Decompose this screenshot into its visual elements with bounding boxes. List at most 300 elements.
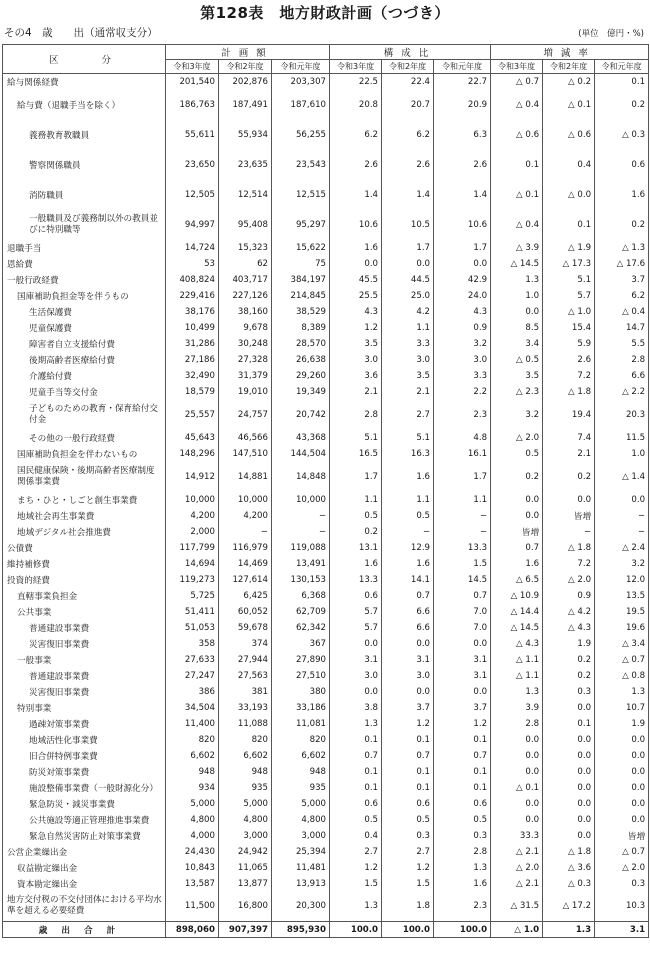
row-value: △ 2.1 <box>491 844 543 860</box>
row-value: 0.1 <box>330 764 382 780</box>
row-value: △ 2.4 <box>595 540 649 556</box>
table-row <box>3 368 649 384</box>
row-value: 6,602 <box>166 748 219 764</box>
table-row <box>3 620 649 636</box>
table-row <box>3 180 649 210</box>
row-value: 6.3 <box>434 120 491 150</box>
row-value: 3.7 <box>382 700 434 716</box>
row-value: 29,260 <box>272 368 330 384</box>
row-label: 恩給費 <box>3 256 166 272</box>
table-row <box>3 120 649 150</box>
row-value: 0.0 <box>543 732 595 748</box>
table-row <box>3 320 649 336</box>
row-value: 3,000 <box>272 828 330 844</box>
row-value: 12.0 <box>595 572 649 588</box>
row-value: 820 <box>166 732 219 748</box>
row-value: 12.9 <box>382 540 434 556</box>
row-value: 1.1 <box>382 320 434 336</box>
row-value: 11,481 <box>272 860 330 876</box>
row-value: 20.9 <box>434 90 491 120</box>
row-value: 24,942 <box>219 844 272 860</box>
row-value: 0.1 <box>434 764 491 780</box>
row-label: 災害復旧事業費 <box>3 636 166 652</box>
row-value: 186,763 <box>166 90 219 120</box>
row-value: 2,000 <box>166 524 219 540</box>
row-value: 5.7 <box>330 604 382 620</box>
row-value: − <box>272 508 330 524</box>
table-header <box>3 45 649 74</box>
row-value: − <box>595 524 649 540</box>
row-value: 22.5 <box>330 74 382 90</box>
row-label: 退職手当 <box>3 240 166 256</box>
group-header-ratio: 構成比 <box>330 45 491 60</box>
table-row <box>3 288 649 304</box>
row-value: 1.3 <box>330 892 382 922</box>
row-value: 13,877 <box>219 876 272 892</box>
row-value: △ 10.9 <box>491 588 543 604</box>
row-value: 3.6 <box>330 368 382 384</box>
row-value: 33,186 <box>272 700 330 716</box>
row-value: 2.8 <box>330 400 382 430</box>
row-value: 5.1 <box>382 430 434 446</box>
row-value: 0.0 <box>595 780 649 796</box>
row-label: 資本勘定繰出金 <box>3 876 166 892</box>
row-value: △ 6.5 <box>491 572 543 588</box>
row-label: 施設整備事業費（一般財源化分） <box>3 780 166 796</box>
row-value: 1.6 <box>382 462 434 492</box>
row-value: 380 <box>272 684 330 700</box>
row-label: 公共事業 <box>3 604 166 620</box>
table-row <box>3 860 649 876</box>
row-value: 0.1 <box>434 780 491 796</box>
row-value: 24,430 <box>166 844 219 860</box>
row-value: △ 0.6 <box>543 120 595 150</box>
row-label: 給与関係経費 <box>3 74 166 90</box>
table-row <box>3 780 649 796</box>
row-value: 1.1 <box>330 492 382 508</box>
row-value: △ 1.3 <box>595 240 649 256</box>
row-value: 0.1 <box>382 732 434 748</box>
row-value: △ 4.3 <box>543 620 595 636</box>
row-value: △ 17.2 <box>543 892 595 922</box>
row-value: − <box>595 508 649 524</box>
row-value: 9,678 <box>219 320 272 336</box>
row-value: 8.5 <box>491 320 543 336</box>
row-value: △ 0.8 <box>595 668 649 684</box>
row-value: 13.5 <box>595 588 649 604</box>
table-row <box>3 492 649 508</box>
row-value: 10,000 <box>219 492 272 508</box>
row-value: 0.1 <box>382 780 434 796</box>
row-value: 20.3 <box>595 400 649 430</box>
row-value: 3.5 <box>491 368 543 384</box>
row-value: 27,247 <box>166 668 219 684</box>
row-value: 12,505 <box>166 180 219 210</box>
row-value: 28,570 <box>272 336 330 352</box>
row-value: △ 3.6 <box>543 860 595 876</box>
row-value: 0.5 <box>330 508 382 524</box>
row-value: 0.7 <box>330 748 382 764</box>
row-value: 3.7 <box>595 272 649 288</box>
row-value: 皆増 <box>595 828 649 844</box>
row-value: 6.6 <box>595 368 649 384</box>
row-value: 187,491 <box>219 90 272 120</box>
row-value: 16,800 <box>219 892 272 922</box>
row-value: 4,800 <box>166 812 219 828</box>
row-value: 0.1 <box>595 74 649 90</box>
row-value: 1.4 <box>434 180 491 210</box>
table-row <box>3 636 649 652</box>
table-row <box>3 352 649 368</box>
row-value: △ 1.1 <box>491 668 543 684</box>
row-value: 0.1 <box>330 732 382 748</box>
row-value: 20,742 <box>272 400 330 430</box>
row-value: 5.1 <box>543 272 595 288</box>
year-header: 令和2年度 <box>543 60 595 74</box>
group-header-plan: 計画額 <box>166 45 330 60</box>
row-value: − <box>543 524 595 540</box>
row-value: △ 0.2 <box>543 74 595 90</box>
total-label: 歳出合計 <box>3 922 166 938</box>
row-value: 0.5 <box>491 446 543 462</box>
row-value: 5,000 <box>166 796 219 812</box>
row-label: 緊急自然災害防止対策事業費 <box>3 828 166 844</box>
table-subtitle: その4 歳 出（通常収支分） <box>4 27 158 39</box>
row-value: 43,368 <box>272 430 330 446</box>
row-value: 4,800 <box>219 812 272 828</box>
table-row <box>3 732 649 748</box>
row-value: 148,296 <box>166 446 219 462</box>
row-value: 0.3 <box>382 828 434 844</box>
row-value: 4.8 <box>434 430 491 446</box>
row-label: 義務教育教職員 <box>3 120 166 150</box>
row-value: 5.9 <box>543 336 595 352</box>
row-value: 5,000 <box>219 796 272 812</box>
table-row <box>3 446 649 462</box>
row-value: 25,557 <box>166 400 219 430</box>
row-value: 5.5 <box>595 336 649 352</box>
row-label: 国庫補助負担金を伴わないもの <box>3 446 166 462</box>
row-value: 0.0 <box>330 256 382 272</box>
row-value: △ 1.9 <box>543 240 595 256</box>
row-value: 27,890 <box>272 652 330 668</box>
row-value: 202,876 <box>219 74 272 90</box>
row-value: 33.3 <box>491 828 543 844</box>
table-row <box>3 74 649 90</box>
row-value: 0.0 <box>330 684 382 700</box>
row-value: 15,323 <box>219 240 272 256</box>
row-value: △ 1.8 <box>543 844 595 860</box>
table-row <box>3 540 649 556</box>
row-value: 0.0 <box>491 764 543 780</box>
row-value: 1.4 <box>330 180 382 210</box>
row-value: 2.2 <box>434 384 491 400</box>
row-value: 384,197 <box>272 272 330 288</box>
row-label: 国庫補助負担金等を伴うもの <box>3 288 166 304</box>
row-value: 31,379 <box>219 368 272 384</box>
row-label: 一般事業 <box>3 652 166 668</box>
table-row <box>3 90 649 120</box>
row-value: △ 0.4 <box>595 304 649 320</box>
table-row <box>3 430 649 446</box>
section-header: 区 分 <box>3 45 166 74</box>
row-value: 1.2 <box>382 716 434 732</box>
row-value: 51,411 <box>166 604 219 620</box>
row-value: 6,368 <box>272 588 330 604</box>
total-value: △ 1.0 <box>491 922 543 938</box>
row-value: 12,515 <box>272 180 330 210</box>
row-value: 3,000 <box>219 828 272 844</box>
row-value: 11,088 <box>219 716 272 732</box>
table-row <box>3 272 649 288</box>
row-value: 1.7 <box>330 462 382 492</box>
row-value: △ 0.0 <box>543 180 595 210</box>
row-value: 2.6 <box>382 150 434 180</box>
row-value: 0.3 <box>543 684 595 700</box>
row-value: 14,469 <box>219 556 272 572</box>
row-value: 24,757 <box>219 400 272 430</box>
row-value: 934 <box>166 780 219 796</box>
row-value: △ 14.5 <box>491 620 543 636</box>
row-value: 27,186 <box>166 352 219 368</box>
row-value: 10.7 <box>595 700 649 716</box>
total-value: 100.0 <box>330 922 382 938</box>
row-value: 1.3 <box>330 716 382 732</box>
row-value: 0.1 <box>543 210 595 240</box>
row-value: − <box>382 524 434 540</box>
row-value: 42.9 <box>434 272 491 288</box>
row-value: 4.3 <box>434 304 491 320</box>
row-value: 13.3 <box>434 540 491 556</box>
row-value: 2.1 <box>382 384 434 400</box>
row-value: 3.3 <box>382 336 434 352</box>
row-value: 0.5 <box>434 812 491 828</box>
row-value: 0.4 <box>543 150 595 180</box>
table-row <box>3 588 649 604</box>
row-value: 0.3 <box>434 828 491 844</box>
table-row <box>3 400 649 430</box>
row-value: 15.4 <box>543 320 595 336</box>
row-value: 13.3 <box>330 572 382 588</box>
row-value: 0.0 <box>330 636 382 652</box>
row-value: 4,000 <box>166 828 219 844</box>
row-value: 1.3 <box>434 860 491 876</box>
row-value: △ 17.6 <box>595 256 649 272</box>
row-value: 1.5 <box>434 556 491 572</box>
table-row <box>3 336 649 352</box>
row-value: 3.4 <box>491 336 543 352</box>
row-value: 0.6 <box>330 796 382 812</box>
row-value: 10.6 <box>434 210 491 240</box>
row-value: 1.7 <box>382 240 434 256</box>
row-value: 0.2 <box>543 652 595 668</box>
row-label: 維持補修費 <box>3 556 166 572</box>
row-value: 0.0 <box>491 508 543 524</box>
row-value: 7.2 <box>543 556 595 572</box>
row-value: 3.1 <box>434 652 491 668</box>
table-row <box>3 668 649 684</box>
table-row <box>3 892 649 922</box>
row-value: 11,065 <box>219 860 272 876</box>
row-value: 14.1 <box>382 572 434 588</box>
row-value: 2.1 <box>543 446 595 462</box>
row-value: 27,633 <box>166 652 219 668</box>
row-value: 14,912 <box>166 462 219 492</box>
row-value: 0.5 <box>330 812 382 828</box>
row-value: 1.6 <box>491 556 543 572</box>
row-value: △ 0.1 <box>491 780 543 796</box>
row-value: 7.2 <box>543 368 595 384</box>
row-value: △ 3.4 <box>595 636 649 652</box>
row-value: 1.6 <box>330 240 382 256</box>
row-value: 0.0 <box>491 796 543 812</box>
row-value: 0.5 <box>382 812 434 828</box>
row-value: 0.1 <box>434 732 491 748</box>
row-value: 51,053 <box>166 620 219 636</box>
group-header-change: 増減率 <box>491 45 649 60</box>
row-value: 53 <box>166 256 219 272</box>
row-label: 地域デジタル社会推進費 <box>3 524 166 540</box>
year-header: 令和2年度 <box>382 60 434 74</box>
row-value: 0.2 <box>595 210 649 240</box>
row-label: 地域社会再生事業費 <box>3 508 166 524</box>
row-value: 25.5 <box>330 288 382 304</box>
row-value: 0.0 <box>595 732 649 748</box>
row-value: 0.4 <box>330 828 382 844</box>
row-label: 投資的経費 <box>3 572 166 588</box>
row-value: 8,389 <box>272 320 330 336</box>
row-value: △ 2.3 <box>491 384 543 400</box>
row-value: 14,881 <box>219 462 272 492</box>
row-value: 27,944 <box>219 652 272 668</box>
row-value: △ 0.3 <box>543 876 595 892</box>
row-value: △ 0.6 <box>491 120 543 150</box>
row-value: 127,614 <box>219 572 272 588</box>
row-value: 38,529 <box>272 304 330 320</box>
row-value: 935 <box>272 780 330 796</box>
row-value: 147,510 <box>219 446 272 462</box>
row-value: 15,622 <box>272 240 330 256</box>
page-title: 第128表 地方財政計画（つづき） <box>200 4 450 22</box>
row-label: 子どものための教育・保育給付交付金 <box>3 400 166 430</box>
row-value: 119,273 <box>166 572 219 588</box>
row-value: 27,328 <box>219 352 272 368</box>
row-value: 1.6 <box>595 180 649 210</box>
row-value: 10.6 <box>330 210 382 240</box>
row-value: 2.3 <box>434 400 491 430</box>
row-value: 0.2 <box>491 462 543 492</box>
row-value: 10.3 <box>595 892 649 922</box>
row-value: 358 <box>166 636 219 652</box>
total-value: 907,397 <box>219 922 272 938</box>
row-value: 403,717 <box>219 272 272 288</box>
row-value: 2.6 <box>330 150 382 180</box>
row-value: 1.8 <box>382 892 434 922</box>
row-value: 3.1 <box>382 652 434 668</box>
row-value: 14,694 <box>166 556 219 572</box>
row-value: △ 1.8 <box>543 384 595 400</box>
row-value: 1.7 <box>434 240 491 256</box>
row-value: △ 1.4 <box>595 462 649 492</box>
row-label: 児童手当等交付金 <box>3 384 166 400</box>
row-value: 23,635 <box>219 150 272 180</box>
row-value: 22.7 <box>434 74 491 90</box>
row-label: その他の一般行政経費 <box>3 430 166 446</box>
total-row <box>3 922 649 938</box>
row-value: 1.4 <box>382 180 434 210</box>
table-row <box>3 508 649 524</box>
row-value: 3.2 <box>595 556 649 572</box>
row-value: 20.8 <box>330 90 382 120</box>
row-value: 0.0 <box>491 304 543 320</box>
row-label: 警察関係職員 <box>3 150 166 180</box>
row-value: 1.0 <box>595 446 649 462</box>
row-value: 59,678 <box>219 620 272 636</box>
row-value: 203,307 <box>272 74 330 90</box>
row-value: 2.7 <box>330 844 382 860</box>
row-value: 5,725 <box>166 588 219 604</box>
row-value: 12,514 <box>219 180 272 210</box>
row-value: 0.0 <box>543 764 595 780</box>
row-value: 0.0 <box>543 780 595 796</box>
row-value: 1.2 <box>330 320 382 336</box>
row-label: 介護給付費 <box>3 368 166 384</box>
total-value: 100.0 <box>382 922 434 938</box>
row-value: 2.8 <box>491 716 543 732</box>
row-value: 2.6 <box>543 352 595 368</box>
row-value: 1.5 <box>382 876 434 892</box>
row-value: 6,602 <box>272 748 330 764</box>
row-value: 116,979 <box>219 540 272 556</box>
row-value: 0.0 <box>491 748 543 764</box>
row-value: △ 0.7 <box>491 74 543 90</box>
row-value: △ 2.0 <box>543 572 595 588</box>
row-value: △ 2.1 <box>491 876 543 892</box>
row-value: 0.5 <box>382 508 434 524</box>
row-value: 935 <box>219 780 272 796</box>
row-value: △ 0.1 <box>543 90 595 120</box>
row-label: 直轄事業負担金 <box>3 588 166 604</box>
row-value: △ 2.2 <box>595 384 649 400</box>
row-label: 後期高齢者医療給付費 <box>3 352 166 368</box>
row-value: 1.1 <box>434 492 491 508</box>
row-value: 4,800 <box>272 812 330 828</box>
row-value: 38,160 <box>219 304 272 320</box>
row-value: △ 0.1 <box>491 180 543 210</box>
unit-note: (単位 億円・%) <box>578 29 644 39</box>
row-value: 0.7 <box>434 748 491 764</box>
row-value: △ 0.7 <box>595 652 649 668</box>
row-value: 62,709 <box>272 604 330 620</box>
row-label: まち・ひと・しごと創生事業費 <box>3 492 166 508</box>
row-value: 0.6 <box>595 150 649 180</box>
row-value: 2.1 <box>330 384 382 400</box>
row-value: 25.0 <box>382 288 434 304</box>
row-value: 16.3 <box>382 446 434 462</box>
row-value: △ 1.0 <box>543 304 595 320</box>
row-value: 10,000 <box>166 492 219 508</box>
row-value: 0.0 <box>434 684 491 700</box>
row-value: 6,425 <box>219 588 272 604</box>
row-value: 20.7 <box>382 90 434 120</box>
row-value: 皆増 <box>491 524 543 540</box>
table-row <box>3 716 649 732</box>
table-row <box>3 572 649 588</box>
row-value: △ 17.3 <box>543 256 595 272</box>
row-value: 1.1 <box>382 492 434 508</box>
row-value: 11,081 <box>272 716 330 732</box>
row-label: 障害者自立支援給付費 <box>3 336 166 352</box>
